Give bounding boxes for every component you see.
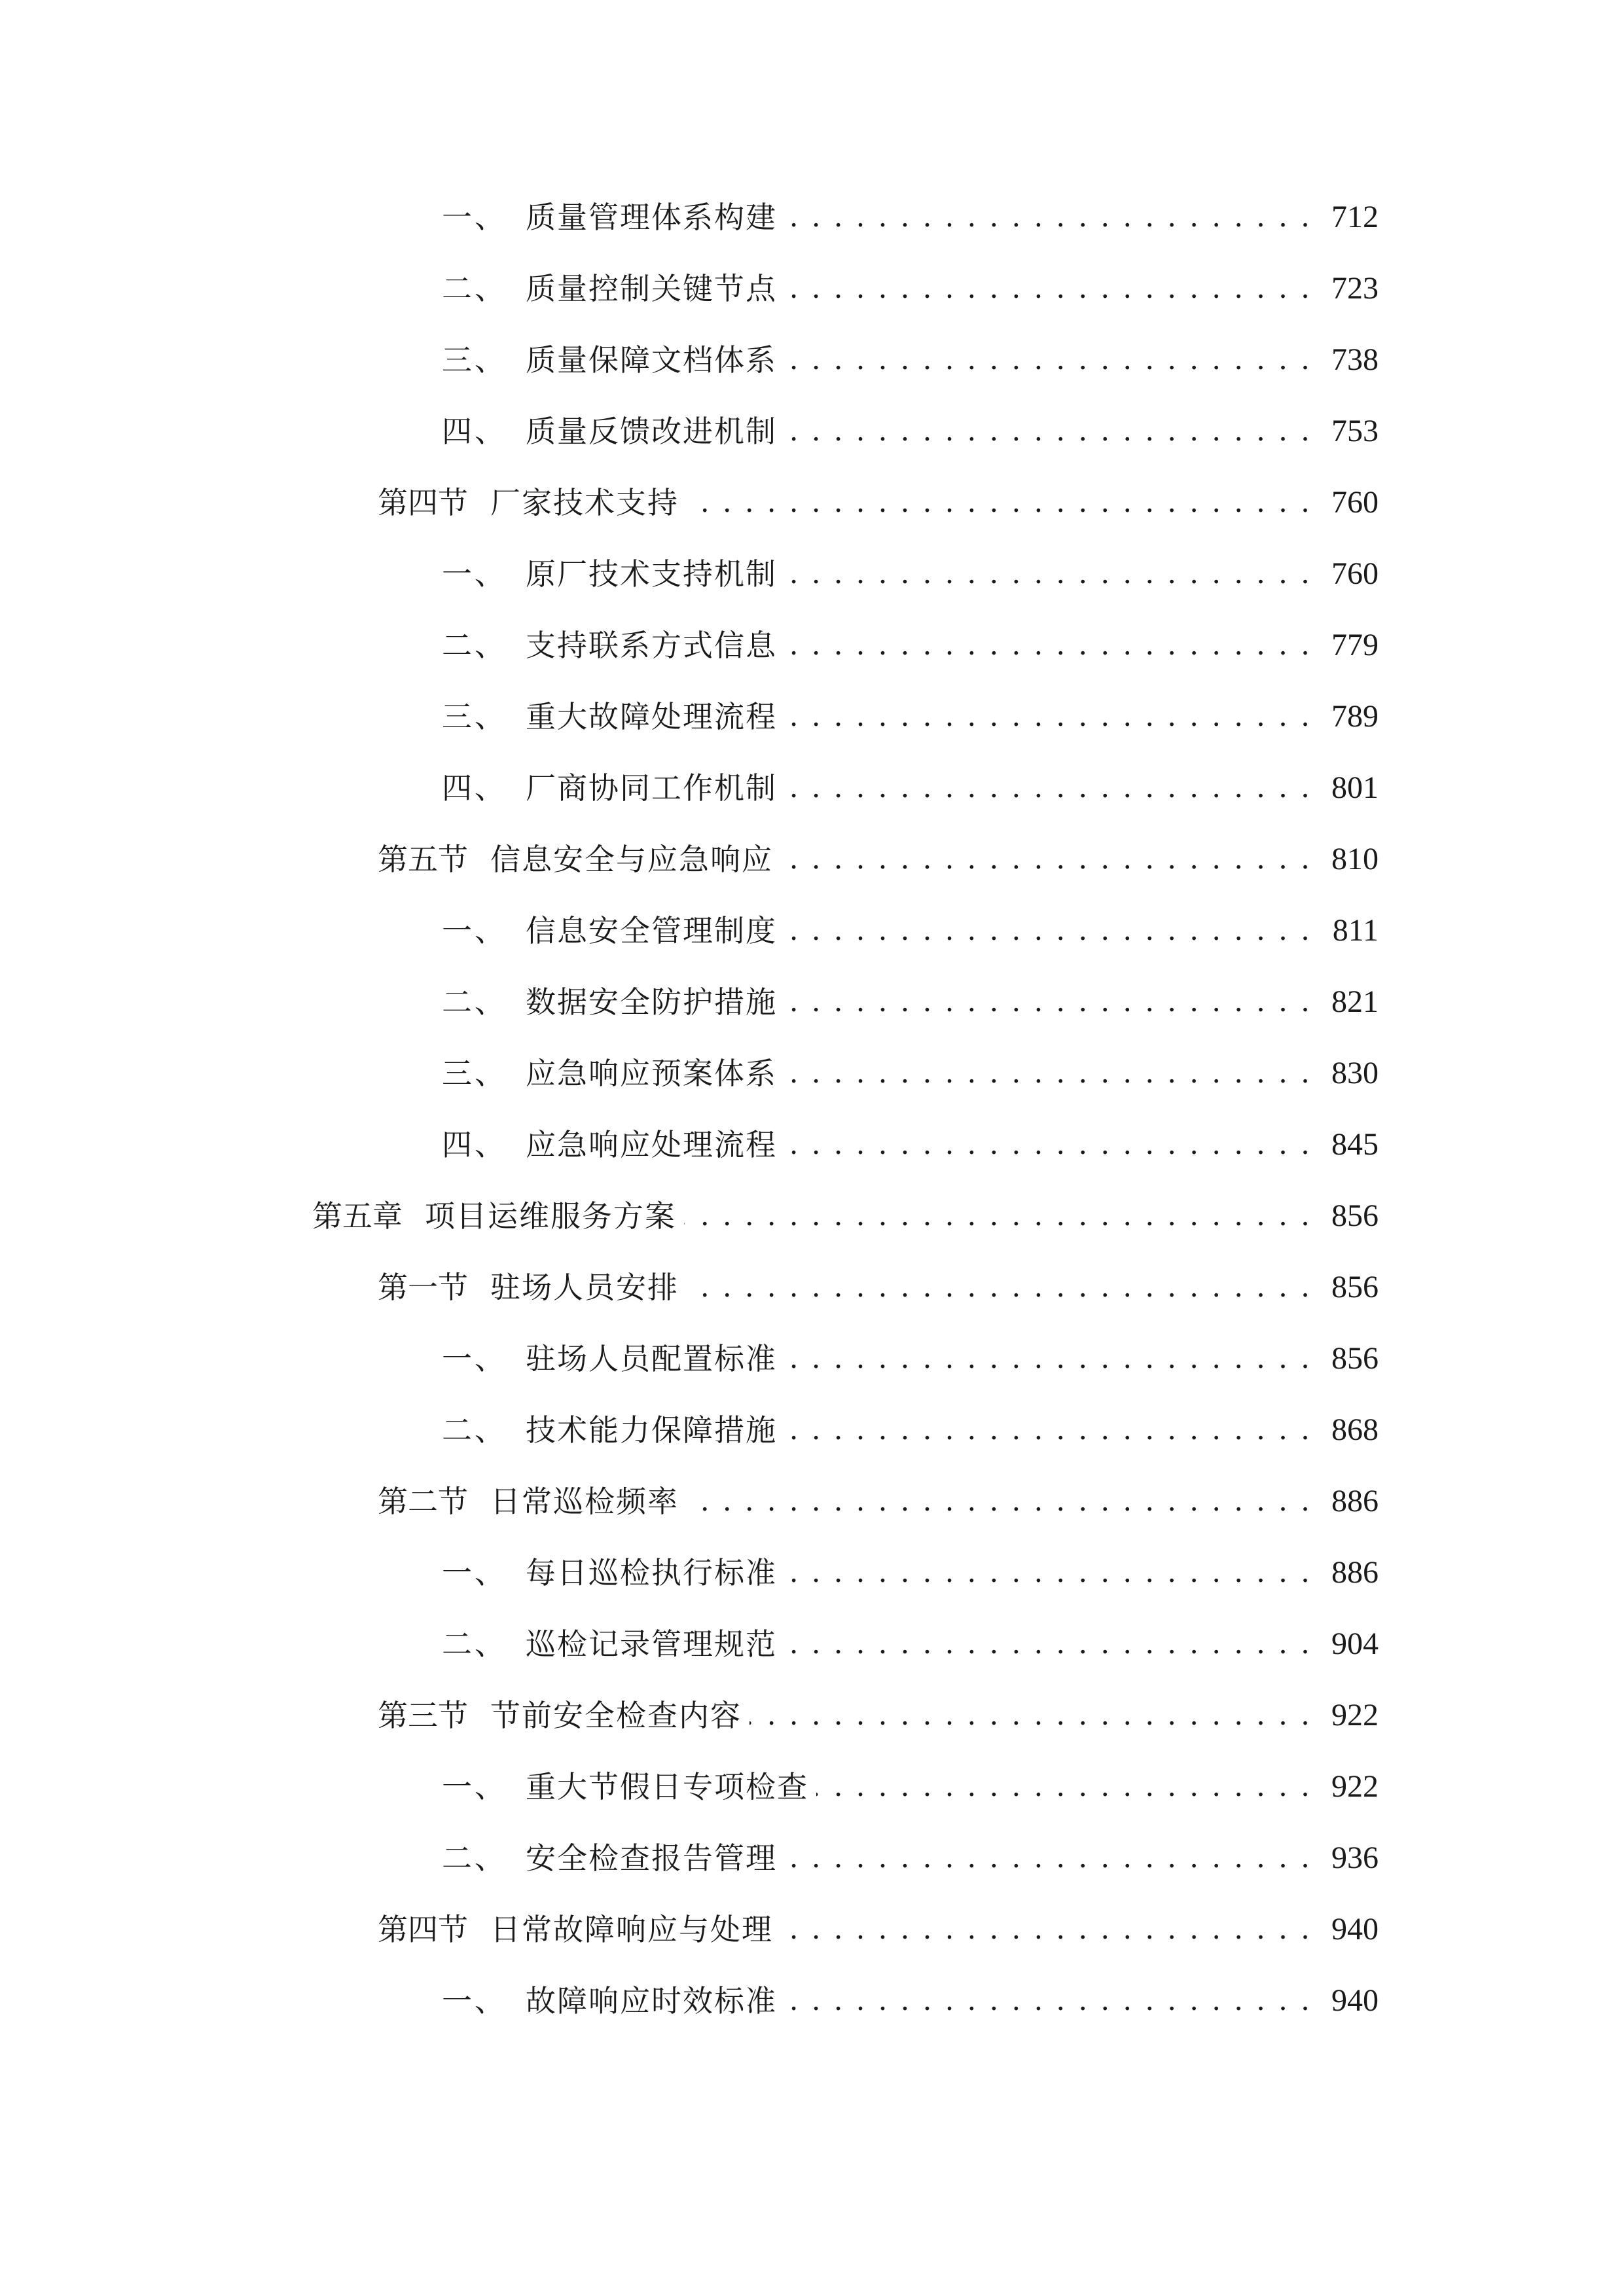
toc-entry-number: 二、 xyxy=(442,1840,507,1876)
toc-dot-leader xyxy=(785,191,1312,243)
toc-entry-title: 厂商协同工作机制 xyxy=(526,770,777,806)
toc-entry[interactable] xyxy=(442,1047,1379,1100)
toc-dot-leader xyxy=(687,1261,1312,1314)
toc-entry-page: 738 xyxy=(1331,342,1379,377)
toc-dot-leader xyxy=(785,1618,1312,1670)
toc-dot-leader xyxy=(785,262,1312,315)
toc-entry-number: 四、 xyxy=(442,414,507,449)
toc-entry-title: 日常巡检频率 xyxy=(490,1484,679,1519)
toc-entry-title: 应急响应预案体系 xyxy=(526,1056,777,1091)
toc-entry-number: 第五章 xyxy=(312,1198,403,1234)
toc-entry-title: 重大故障处理流程 xyxy=(526,699,777,734)
toc-dot-leader xyxy=(785,619,1312,672)
toc-entry[interactable] xyxy=(312,1190,1379,1242)
toc-entry-number: 四、 xyxy=(442,1127,507,1162)
toc-entry-title: 安全检查报告管理 xyxy=(526,1840,777,1876)
toc-entry[interactable] xyxy=(378,476,1379,529)
toc-dot-leader xyxy=(687,476,1312,529)
toc-entry-page: 712 xyxy=(1331,200,1379,234)
toc-entry[interactable] xyxy=(378,1903,1379,1956)
toc-entry-title: 重大节假日专项检查 xyxy=(526,1769,808,1804)
toc-entry[interactable] xyxy=(442,191,1379,243)
toc-entry-title: 节前安全检查内容 xyxy=(490,1698,742,1733)
toc-dot-leader xyxy=(785,1119,1312,1171)
toc-dot-leader xyxy=(785,1333,1312,1385)
toc-entry-page: 856 xyxy=(1331,1341,1379,1376)
toc-dot-leader xyxy=(785,762,1312,814)
toc-entry-number: 三、 xyxy=(442,1056,507,1091)
toc-entry-number: 一、 xyxy=(442,556,507,592)
toc-entry-page: 940 xyxy=(1331,1983,1379,2018)
toc-entry-page: 856 xyxy=(1331,1198,1379,1233)
toc-dot-leader xyxy=(684,1190,1312,1242)
toc-entry-page: 904 xyxy=(1331,1626,1379,1661)
toc-dot-leader xyxy=(785,1547,1312,1599)
toc-entry[interactable] xyxy=(442,548,1379,600)
toc-entry[interactable] xyxy=(442,691,1379,743)
toc-entry-title: 驻场人员安排 xyxy=(490,1270,679,1305)
toc-dot-leader xyxy=(785,976,1312,1028)
toc-entry-title: 厂家技术支持 xyxy=(490,485,679,520)
toc-entry[interactable] xyxy=(442,405,1379,457)
toc-entry-number: 第四节 xyxy=(378,1912,468,1947)
toc-entry-title: 技术能力保障措施 xyxy=(526,1412,777,1448)
toc-dot-leader xyxy=(785,405,1312,457)
toc-entry-number: 四、 xyxy=(442,770,507,806)
toc-entry-title: 质量保障文档体系 xyxy=(526,342,777,378)
toc-entry-number: 第二节 xyxy=(378,1484,468,1519)
toc-entry-title: 质量反馈改进机制 xyxy=(526,414,777,449)
toc-entry-title: 支持联系方式信息 xyxy=(526,628,777,663)
toc-entry-title: 故障响应时效标准 xyxy=(526,1983,777,2018)
toc-entry-title: 质量控制关键节点 xyxy=(526,271,777,306)
toc-entry-number: 一、 xyxy=(442,1555,507,1590)
toc-entry-number: 一、 xyxy=(442,913,507,948)
toc-entry-title: 质量管理体系构建 xyxy=(526,200,777,235)
toc-entry-title: 日常故障响应与处理 xyxy=(490,1912,773,1947)
toc-entry-page: 845 xyxy=(1331,1127,1379,1162)
toc-entry[interactable] xyxy=(442,905,1379,957)
toc-entry[interactable] xyxy=(378,833,1379,886)
toc-entry-page: 789 xyxy=(1331,699,1379,734)
toc-dot-leader xyxy=(785,548,1312,600)
toc-entry-number: 第五节 xyxy=(378,842,468,877)
toc-entry-number: 一、 xyxy=(442,1769,507,1804)
toc-dot-leader xyxy=(781,1903,1312,1956)
toc-entry-page: 922 xyxy=(1331,1698,1379,1732)
toc-entry[interactable] xyxy=(442,1618,1379,1670)
toc-entry-number: 第三节 xyxy=(378,1698,468,1733)
toc-entry-title: 信息安全管理制度 xyxy=(526,913,777,948)
toc-entry-number: 二、 xyxy=(442,1626,507,1662)
toc-entry-page: 922 xyxy=(1331,1769,1379,1804)
toc-entry-number: 三、 xyxy=(442,342,507,378)
toc-dot-leader xyxy=(785,334,1312,386)
toc-entry-number: 二、 xyxy=(442,1412,507,1448)
toc-entry-page: 811 xyxy=(1332,913,1379,948)
toc-entry-page: 886 xyxy=(1331,1555,1379,1590)
toc-entry-page: 760 xyxy=(1331,485,1379,520)
toc-entry[interactable] xyxy=(442,619,1379,672)
toc-entry-page: 940 xyxy=(1331,1912,1379,1946)
toc-dot-leader xyxy=(749,1689,1312,1742)
toc-dot-leader xyxy=(785,691,1312,743)
toc-entry[interactable] xyxy=(442,1547,1379,1599)
toc-entry-number: 第四节 xyxy=(378,485,468,520)
toc-dot-leader xyxy=(785,1975,1312,2027)
toc-dot-leader xyxy=(785,1404,1312,1456)
toc-entry-number: 三、 xyxy=(442,699,507,734)
toc-entry[interactable] xyxy=(442,762,1379,814)
toc-entry-title: 原厂技术支持机制 xyxy=(526,556,777,592)
toc-entry-title: 驻场人员配置标准 xyxy=(526,1341,777,1376)
toc-dot-leader xyxy=(816,1761,1312,1813)
toc-entry-page: 868 xyxy=(1331,1412,1379,1447)
toc-entry[interactable] xyxy=(442,1404,1379,1456)
toc-dot-leader xyxy=(781,833,1312,886)
toc-entry-number: 二、 xyxy=(442,628,507,663)
toc-entry-number: 二、 xyxy=(442,984,507,1020)
toc-entry-page: 723 xyxy=(1331,271,1379,306)
toc-entry-number: 二、 xyxy=(442,271,507,306)
toc-entry-number: 一、 xyxy=(442,1983,507,2018)
toc-dot-leader xyxy=(687,1475,1312,1528)
toc-entry-title: 应急响应处理流程 xyxy=(526,1127,777,1162)
toc-entry-number: 一、 xyxy=(442,1341,507,1376)
toc-entry[interactable] xyxy=(378,1475,1379,1528)
toc-entry[interactable] xyxy=(442,1119,1379,1171)
toc-dot-leader xyxy=(785,905,1312,957)
toc-entry-page: 753 xyxy=(1331,414,1379,448)
toc-entry[interactable] xyxy=(442,262,1379,315)
toc-entry-page: 810 xyxy=(1331,842,1379,876)
toc-entry-page: 830 xyxy=(1331,1056,1379,1090)
toc-entry-number: 第一节 xyxy=(378,1270,468,1305)
toc-entry-page: 760 xyxy=(1331,556,1379,591)
toc-entry-page: 856 xyxy=(1331,1270,1379,1304)
toc-entry-page: 821 xyxy=(1331,984,1379,1019)
toc-entry[interactable] xyxy=(442,1761,1379,1813)
toc-entry[interactable] xyxy=(442,1832,1379,1884)
toc-entry[interactable] xyxy=(442,1975,1379,2027)
toc-entry-title: 数据安全防护措施 xyxy=(526,984,777,1020)
toc-entry-number: 一、 xyxy=(442,200,507,235)
toc-entry-title: 信息安全与应急响应 xyxy=(490,842,773,877)
toc-entry[interactable] xyxy=(442,976,1379,1028)
toc-entry[interactable] xyxy=(378,1689,1379,1742)
toc-entry-title: 巡检记录管理规范 xyxy=(526,1626,777,1662)
toc-entry-title: 每日巡检执行标准 xyxy=(526,1555,777,1590)
toc-entry[interactable] xyxy=(378,1261,1379,1314)
toc-entry[interactable] xyxy=(442,1333,1379,1385)
toc-entry-page: 936 xyxy=(1331,1840,1379,1875)
toc-entry-page: 779 xyxy=(1331,628,1379,662)
toc-dot-leader xyxy=(785,1832,1312,1884)
toc-entry-title: 项目运维服务方案 xyxy=(425,1198,676,1234)
toc-dot-leader xyxy=(785,1047,1312,1100)
toc-entry-page: 886 xyxy=(1331,1484,1379,1518)
toc-entry[interactable] xyxy=(442,334,1379,386)
toc-entry-page: 801 xyxy=(1331,770,1379,805)
